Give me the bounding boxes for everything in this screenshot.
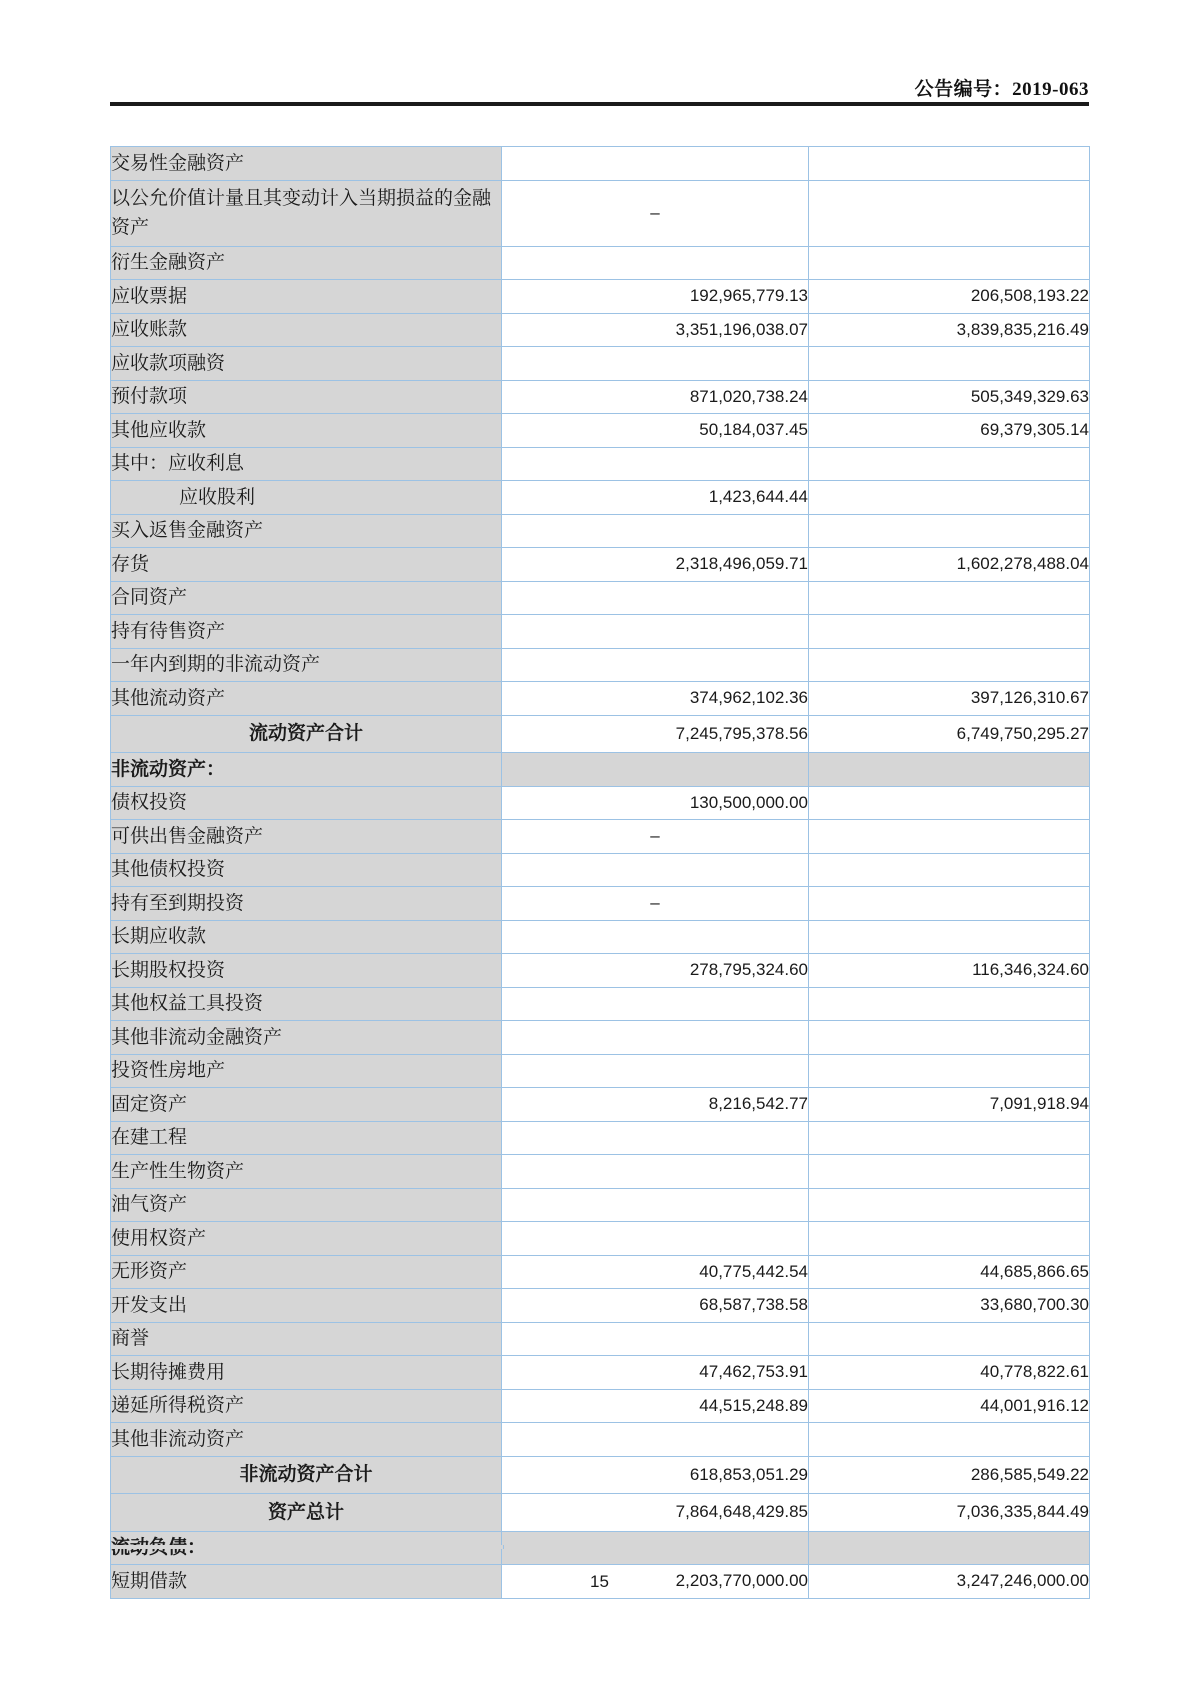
current-period-value [502,1188,809,1222]
prior-period-value [809,246,1090,280]
prior-period-value [809,147,1090,181]
prior-period-value: 116,346,324.60 [809,954,1090,988]
table-row [111,1155,1090,1189]
current-period-value: 50,184,037.45 [502,414,809,448]
row-label: 合同资产 [111,581,502,615]
current-period-value: – [502,820,809,854]
row-label: 无形资产 [111,1255,502,1289]
current-period-value: 192,965,779.13 [502,280,809,314]
row-label: 油气资产 [111,1188,502,1222]
table-row [111,1356,1090,1390]
table-row [111,414,1090,448]
current-period-value: 40,775,442.54 [502,1255,809,1289]
table-row [111,1054,1090,1088]
row-label: 资产总计 [111,1494,502,1532]
page-number: 15 [590,1572,609,1591]
prior-period-value: 69,379,305.14 [809,414,1090,448]
current-period-value [502,753,809,787]
current-period-value: 2,318,496,059.71 [502,548,809,582]
row-label: 商誉 [111,1322,502,1356]
current-period-value: 130,500,000.00 [502,786,809,820]
table-row [111,920,1090,954]
row-label: 其他权益工具投资 [111,987,502,1021]
prior-period-value: 7,091,918.94 [809,1088,1090,1122]
row-label: 长期股权投资 [111,954,502,988]
prior-period-value [809,481,1090,515]
prior-period-value: 6,749,750,295.27 [809,715,1090,753]
current-period-value [502,853,809,887]
table-row [111,1322,1090,1356]
row-label: 非流动资产合计 [111,1456,502,1494]
prior-period-value: 44,685,866.65 [809,1255,1090,1289]
current-period-value [502,1423,809,1457]
current-period-value [502,246,809,280]
prior-period-value: 7,036,335,844.49 [809,1494,1090,1532]
prior-period-value [809,1423,1090,1457]
row-label: 衍生金融资产 [111,246,502,280]
current-period-value [502,514,809,548]
current-period-value [502,147,809,181]
table-row [111,1188,1090,1222]
current-period-value: 1,423,644.44 [502,481,809,515]
prior-period-value [809,447,1090,481]
table-row [111,180,1090,246]
table-row [111,313,1090,347]
row-label: 预付款项 [111,380,502,414]
prior-period-value [809,1188,1090,1222]
prior-period-value [809,1531,1090,1565]
prior-period-value [809,1222,1090,1256]
prior-period-value [809,753,1090,787]
current-period-value: 68,587,738.58 [502,1289,809,1323]
row-label: 长期待摊费用 [111,1356,502,1390]
table-row [111,548,1090,582]
current-period-value: 7,245,795,378.56 [502,715,809,753]
prior-period-value: 206,508,193.22 [809,280,1090,314]
table-row [111,1222,1090,1256]
table-row [111,1289,1090,1323]
table-row [111,1255,1090,1289]
row-label: 应收账款 [111,313,502,347]
table-row [111,347,1090,381]
current-period-value: – [502,887,809,921]
table-row [111,280,1090,314]
announcement-number: 公告编号：2019-063 [914,79,1089,100]
table-row [111,380,1090,414]
current-period-value: 871,020,738.24 [502,380,809,414]
table-row [111,715,1090,753]
row-label: 应收股利 [111,481,502,515]
row-label: 投资性房地产 [111,1054,502,1088]
table-row [111,1088,1090,1122]
current-period-value: 2,203,770,000.00 [502,1565,809,1599]
current-period-value: 278,795,324.60 [502,954,809,988]
table-row [111,1021,1090,1055]
table-row [111,987,1090,1021]
prior-period-value [809,648,1090,682]
current-period-value: 44,515,248.89 [502,1389,809,1423]
page-break-row-sliver [110,1545,504,1549]
prior-period-value [809,1155,1090,1189]
prior-period-value: 3,839,835,216.49 [809,313,1090,347]
table-row [111,1494,1090,1532]
prior-period-value [809,347,1090,381]
current-period-value: 618,853,051.29 [502,1456,809,1494]
table-row [111,853,1090,887]
row-label: 生产性生物资产 [111,1155,502,1189]
current-period-value [502,1222,809,1256]
prior-period-value [809,1021,1090,1055]
table-row [111,581,1090,615]
prior-period-value [809,514,1090,548]
current-period-value [502,1531,809,1565]
prior-period-value [809,1322,1090,1356]
current-period-value [502,1054,809,1088]
current-period-value [502,581,809,615]
current-period-value [502,920,809,954]
row-label: 债权投资 [111,786,502,820]
row-label: 短期借款 [111,1565,502,1599]
row-label: 买入返售金融资产 [111,514,502,548]
current-period-value [502,1121,809,1155]
prior-period-value [809,1121,1090,1155]
row-label: 流动资产合计 [111,715,502,753]
prior-period-value [809,987,1090,1021]
table-row [111,682,1090,716]
table-row [111,514,1090,548]
header-divider [110,102,1089,106]
row-label: 存货 [111,548,502,582]
row-label: 其他流动资产 [111,682,502,716]
table-row [111,447,1090,481]
table-row [111,481,1090,515]
table-row [111,1121,1090,1155]
row-label: 固定资产 [111,1088,502,1122]
row-label: 应收款项融资 [111,347,502,381]
current-period-value [502,1021,809,1055]
prior-period-value [809,1054,1090,1088]
current-period-value: 3,351,196,038.07 [502,313,809,347]
row-label: 交易性金融资产 [111,147,502,181]
current-period-value [502,447,809,481]
current-period-value [502,1322,809,1356]
row-label: 其他非流动资产 [111,1423,502,1457]
row-label: 其他应收款 [111,414,502,448]
prior-period-value: 286,585,549.22 [809,1456,1090,1494]
row-label: 在建工程 [111,1121,502,1155]
current-period-value: – [502,180,809,246]
row-label: 其他债权投资 [111,853,502,887]
table-row [111,1423,1090,1457]
row-label: 开发支出 [111,1289,502,1323]
prior-period-value: 1,602,278,488.04 [809,548,1090,582]
prior-period-value [809,615,1090,649]
row-label: 递延所得税资产 [111,1389,502,1423]
balance-sheet-table [110,146,1090,1599]
row-label: 长期应收款 [111,920,502,954]
table-row [111,887,1090,921]
prior-period-value [809,920,1090,954]
row-label: 一年内到期的非流动资产 [111,648,502,682]
table-row [111,753,1090,787]
current-period-value [502,987,809,1021]
row-label: 其中：应收利息 [111,447,502,481]
table-row [111,147,1090,181]
row-label: 持有至到期投资 [111,887,502,921]
current-period-value: 8,216,542.77 [502,1088,809,1122]
row-label: 持有待售资产 [111,615,502,649]
prior-period-value: 505,349,329.63 [809,380,1090,414]
table-row [111,1456,1090,1494]
prior-period-value [809,581,1090,615]
prior-period-value: 44,001,916.12 [809,1389,1090,1423]
row-label: 非流动资产： [111,753,502,787]
row-label: 可供出售金融资产 [111,820,502,854]
current-period-value: 47,462,753.91 [502,1356,809,1390]
prior-period-value [809,853,1090,887]
prior-period-value [809,180,1090,246]
table-row [111,246,1090,280]
table-row [111,615,1090,649]
prior-period-value [809,820,1090,854]
row-label: 其他非流动金融资产 [111,1021,502,1055]
table-row [111,648,1090,682]
table-row [111,820,1090,854]
current-period-value: 7,864,648,429.85 [502,1494,809,1532]
table-row [111,1389,1090,1423]
current-period-value [502,615,809,649]
table-row [111,786,1090,820]
prior-period-value [809,887,1090,921]
current-period-value [502,347,809,381]
prior-period-value: 33,680,700.30 [809,1289,1090,1323]
current-period-value [502,1155,809,1189]
current-period-value [502,648,809,682]
prior-period-value: 40,778,822.61 [809,1356,1090,1390]
prior-period-value: 3,247,246,000.00 [809,1565,1090,1599]
row-label: 应收票据 [111,280,502,314]
prior-period-value [809,786,1090,820]
current-period-value: 374,962,102.36 [502,682,809,716]
row-label: 使用权资产 [111,1222,502,1256]
prior-period-value: 397,126,310.67 [809,682,1090,716]
table-row [111,954,1090,988]
row-label: 以公允价值计量且其变动计入当期损益的金融资产 [111,180,502,246]
